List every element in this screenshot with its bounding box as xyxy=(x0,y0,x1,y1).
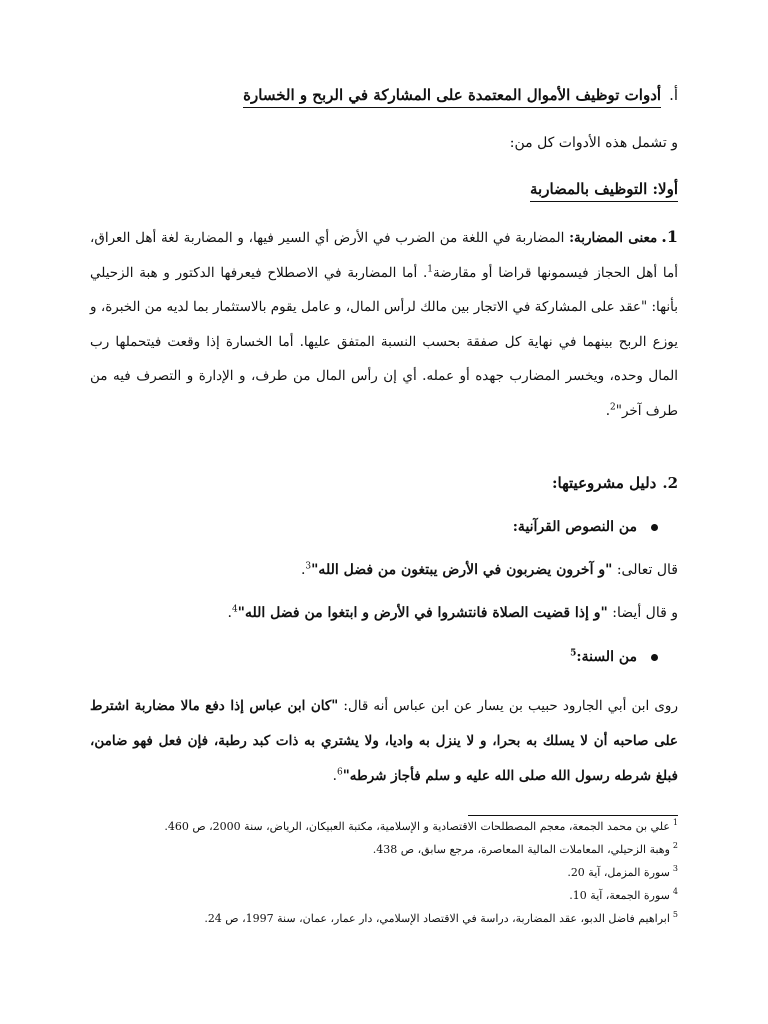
verse-prefix: قال تعالى: xyxy=(612,562,678,578)
footnote-text: ابراهيم فاضل الدبو، عقد المضاربة، دراسة في الاقتصاد الإسلامي، دار عمار، عمان، سنة 1997، ص 24. xyxy=(204,912,670,925)
footnote-number: 2 xyxy=(672,841,678,851)
footnote-ref: 4 xyxy=(231,604,238,615)
verse-text: "و إذا قضيت الصلاة فانتشروا في الأرض و ابتغوا من فضل الله" xyxy=(237,605,608,621)
section-number: أ. xyxy=(669,86,678,104)
footnote-text: علي بن محمد الجمعة، معجم المصطلحات الاقتصادية و الإسلامية، مكتبة العبيكان، الرياض، سنة 2000، ص 460. xyxy=(164,820,670,833)
bullet-text: من السنة: xyxy=(576,649,637,665)
item-title: دليل مشروعيتها: xyxy=(552,474,657,492)
footnote-text: وهبة الزحيلي، المعاملات المالية المعاصرة، مرجع سابق، ص 438. xyxy=(372,843,670,856)
bullet-icon xyxy=(651,524,658,531)
footnote-ref: 3 xyxy=(305,561,312,572)
footnote-number: 5 xyxy=(672,910,678,920)
footnote-number: 1 xyxy=(672,818,678,828)
verse-line-2 xyxy=(90,605,678,621)
item-number: 1. xyxy=(661,227,678,246)
definition-paragraph xyxy=(90,220,678,428)
section-heading-a xyxy=(90,86,678,104)
paragraph-text-b: . أما المضاربة في الاصطلاح فيعرفها الدكتور و هبة الزحيلي بأنها: "عقد على المشاركة في الاتجار بين مالك لرأس المال، و عامل يقوم بالاستثمار بما لديه من الخبرة، و يوزع الربح بينهما في نهاية كل صفقة بحسب النسبة المتفق عليها. أما الخسارة إذا وقعت فيتحملها رب المال وحده، ويخسر المضارب جهده أو عمله. أي إن رأس المال من طرف، و الإدارة و التصرف فيه من طرف آخر" xyxy=(90,264,678,419)
hadith-paragraph xyxy=(90,689,678,794)
hadith-end: . xyxy=(332,768,337,784)
verse-text: "و آخرون يضربون في الأرض يبتغون من فضل الله" xyxy=(311,562,613,578)
footnote-number: 4 xyxy=(672,887,678,897)
item-number: 2. xyxy=(662,474,678,492)
footnote xyxy=(90,866,678,879)
footnote-ref: 2 xyxy=(610,402,616,412)
subsection-title: أولا: التوظيف بالمضاربة xyxy=(530,180,678,202)
footnote-number: 3 xyxy=(672,864,678,874)
intro-line: و تشمل هذه الأدوات كل من: xyxy=(509,135,678,151)
footnote xyxy=(90,912,678,925)
bullet-sunnah xyxy=(90,649,658,665)
bullet-text: من النصوص القرآنية: xyxy=(512,519,637,535)
subsection-heading-first xyxy=(90,180,678,198)
section-title: أدوات توظيف الأموال المعتمدة على المشاركة في الربح و الخسارة xyxy=(243,86,661,108)
footnote-ref: 5 xyxy=(570,648,577,659)
footnote-ref: 1 xyxy=(427,264,434,274)
paragraph-end: . xyxy=(605,402,611,419)
paragraph-text-a: المضاربة في اللغة من الضرب في الأرض أي السير فيها، و المضاربة لغة أهل العراق، أما أهل الحجاز فيسمونها قراضا أو مقارضة xyxy=(90,230,678,281)
footnote-ref: 6 xyxy=(336,767,343,778)
verse-line-1 xyxy=(90,562,678,578)
footnote-separator xyxy=(468,815,678,816)
verse-end: . xyxy=(227,605,232,621)
item-heading-2 xyxy=(90,474,678,492)
bullet-quran xyxy=(90,519,658,535)
item-lead: معنى المضاربة: xyxy=(569,230,658,246)
verse-end: . xyxy=(300,562,306,578)
footnote xyxy=(90,820,678,833)
hadith-text: "كان ابن عباس إذا دفع مالا مضاربة اشترط على صاحبه أن لا يسلك به بحرا، و لا ينزل به واديا، ولا يشتري به ذات كبد رطبة، فإن فعل فهو ضامن، فبلغ شرطه رسول الله صلى الله عليه و سلم فأجاز شرطه" xyxy=(90,698,678,784)
footnote xyxy=(90,843,678,856)
footnote xyxy=(90,889,678,902)
footnote-text: سورة الجمعة، آية 10. xyxy=(569,889,670,902)
footnote-text: سورة المزمل، آية 20. xyxy=(567,866,670,879)
bullet-icon xyxy=(651,654,658,661)
hadith-prefix: روى ابن أبي الجارود حبيب بن يسار عن ابن عباس أنه قال: xyxy=(338,698,678,714)
verse-prefix: و قال أيضا: xyxy=(607,605,678,621)
